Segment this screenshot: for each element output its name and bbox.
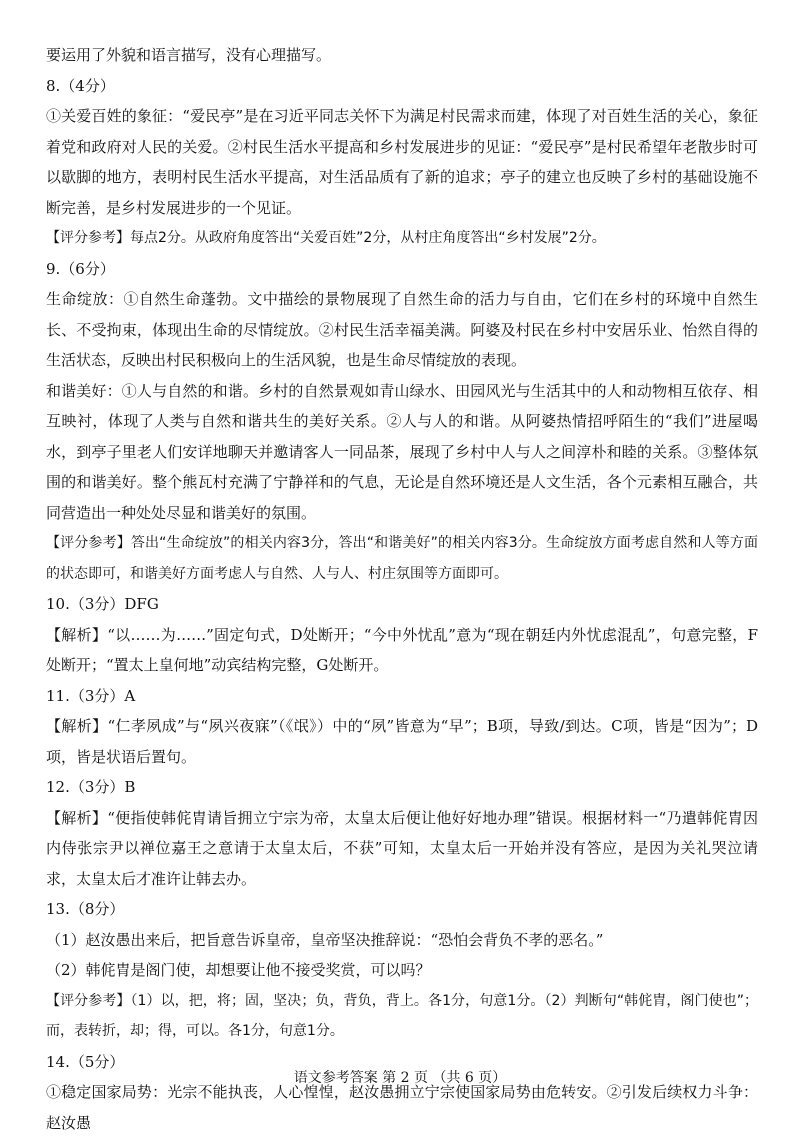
answer-paragraph: ①关爱百姓的象征：“爱民亭”是在习近平同志关怀下为满足村民需求而建，体现了对百姓生活的关心，象征着党和政府对人民的关爱。②村民生活水平提高和乡村发展进步的见证：“爱民亭”是村民希望年老散步时可以歇脚的地方，表明村民生活水平提高，对生活品质有了新的追求；亭子的建立也反映了乡村的基础设施不断完善，是乡村发展进步的一个见证。: [46, 107, 758, 217]
scoring-reference-text: （1）以，把，将；固，坚决；负，背负，背上。各1分，句意1分。（2）判断句“韩侂胄，阁门使也”；而，表转折，却；得，可以。各1分，句意1分。: [46, 992, 758, 1039]
answer-paragraph: ①稳定国家局势：光宗不能执丧，人心惶惶，赵汝愚拥立宁宗使国家局势由危转安。②引发后续权力斗争：赵汝愚: [46, 1083, 758, 1132]
answer-paragraph: （2）韩侂胄是阁门使，却想要让他不接受奖赏，可以吗？: [46, 961, 431, 979]
question-number: 10.（3分）DFG: [46, 595, 159, 613]
scoring-reference-text: 每点2分。从政府角度答出“关爱百姓”2分，从村庄角度答出“乡村发展”2分。: [130, 230, 606, 246]
answer-content: [46, 40, 758, 1138]
scoring-reference-tag: 【评分参考】: [46, 230, 130, 246]
scoring-reference-text: 答出“生命绽放”的相关内容3分，答出“和谐美好”的相关内容3分。生命绽放方面考虑自然和人等方面的状态即可，和谐美好方面考虑人与自然、人与人、村庄氛围等方面即可。: [46, 535, 758, 582]
scoring-reference: [46, 986, 758, 1047]
scoring-reference-tag: 【评分参考】: [46, 535, 131, 551]
question-number: 8.（4分）: [46, 76, 115, 95]
answer-paragraph: 【解析】“便指使韩侂胄请旨拥立宁宗为帝，太皇太后便让他好好地办理”错误。根据材料一“乃遣韩侂胄因内侍张宗尹以禅位嘉王之意请于太皇太后，不获”可知，太皇太后一开始并没有答应，是因为关礼哭泣请求，太皇太后才准许让韩去办。: [46, 808, 758, 888]
question-number: 11.（3分）A: [46, 686, 136, 705]
answer-paragraph: （1）赵汝愚出来后，把旨意告诉皇帝，皇帝坚决推辞说：“恐怕会背负不孝的恶名。”: [46, 930, 604, 949]
answer-paragraph: 要运用了外貌和语言描写，没有心理描写。: [46, 46, 332, 64]
scoring-reference: [46, 223, 758, 254]
answer-paragraph: 【解析】“以……为……”固定句式，D处断开；“今中外忧乱”意为“现在朝廷内外忧虑混乱”，句意完整，F处断开；“置太上皇何地”动宾结构完整，G处断开。: [46, 625, 758, 674]
scoring-reference: [46, 528, 758, 589]
answer-paragraph: 生命绽放：①自然生命蓬勃。文中描绘的景物展现了自然生命的活力与自由，它们在乡村的环境中自然生长、不受拘束，体现出生命的尽情绽放。②村民生活幸福美满。阿婆及村民在乡村中安居乐业、怡然自得的生活状态，反映出村民积极向上的生活风貌，也是生命尽情绽放的表现。: [46, 290, 758, 369]
question-number: 9.（6分）: [46, 259, 115, 278]
page-footer: 语文参考答案 第 2 页 （共 6 页）: [293, 1070, 507, 1086]
answer-paragraph: 和谐美好：①人与自然的和谐。乡村的自然景观如青山绿水、田园风光与生活其中的人和动物相互依存、相互映衬，体现了人类与自然和谐共生的美好关系。②人与人的和谐。从阿婆热情招呼陌生的“我们”进屋喝水，到亭子里老人们安详地聊天并邀请客人一同品茶，展现了乡村中人与人之间淳朴和睦的关系。③整体氛围的和谐美好。整个熊瓦村充满了宁静祥和的气息，无论是自然环境还是人文生活，各个元素相互融合，共同营造出一种处处尽显和谐美好的氛围。: [46, 381, 758, 522]
question-number: 14.（5分）: [46, 1052, 125, 1071]
question-number: 12.（3分）B: [46, 778, 136, 796]
answer-paragraph: 【解析】“仁孝夙成”与“夙兴夜寐”（《氓》）中的“夙”皆意为“早”；B项，导致/到达。C项，皆是“因为”；D项，皆是状语后置句。: [46, 717, 758, 766]
question-number: 13.（8分）: [46, 900, 125, 918]
scoring-reference-tag: 【评分参考】: [46, 992, 131, 1009]
